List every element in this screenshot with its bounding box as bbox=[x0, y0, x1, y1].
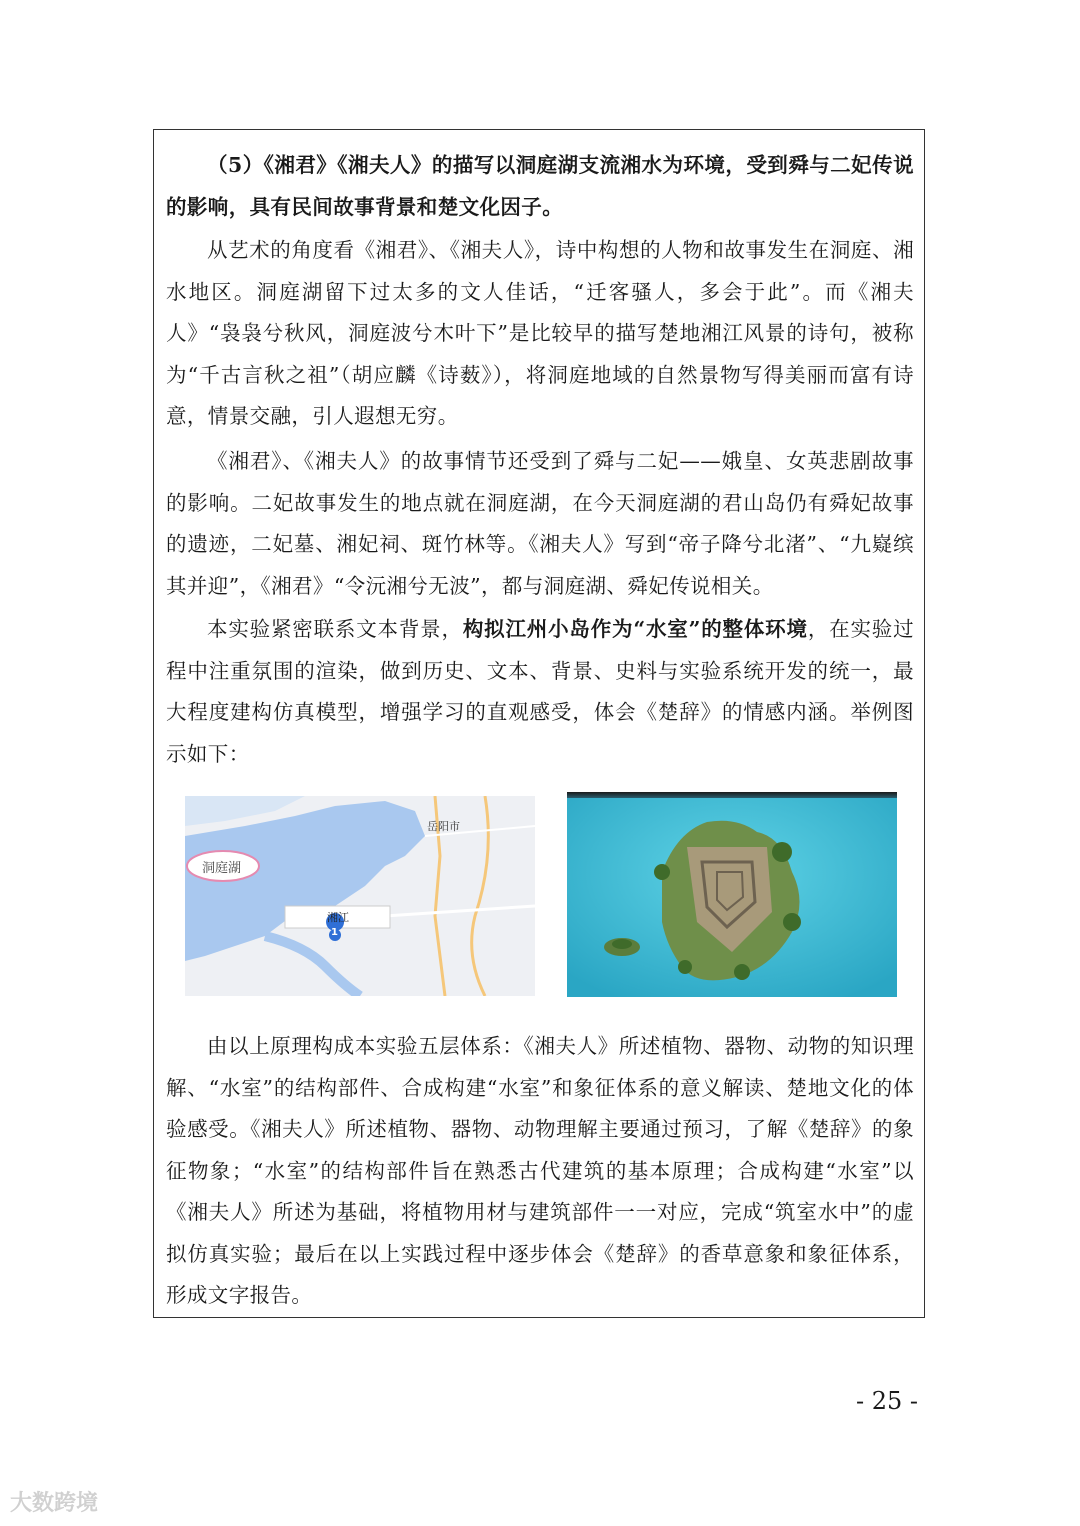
map-figure bbox=[185, 796, 535, 996]
content-frame bbox=[153, 129, 925, 1318]
paragraph-experiment bbox=[166, 609, 914, 775]
map-city-label: 岳阳市 bbox=[427, 820, 460, 833]
paragraph-system: 由以上原理构成本实验五层体系：《湘夫人》所述植物、器物、动物的知识理解、“水室”的结构部件、合成构建“水室”和象征体系的意义解读、楚地文化的体验感受。《湘夫人》所述植物、器物、动物理解主要通过预习，了解《楚辞》的象征物象；“水室”的结构部件旨在熟悉古代建筑的基本原理；合成构建“水室”以《湘夫人》所述为基础，将植物用材与建筑部件一一对应，完成“筑室水中”的虚拟仿真实验；最后在以上实践过程中逐步体会《楚辞》的香草意象和象征体系，形成文字报告。 bbox=[166, 1034, 914, 1307]
page-number: - 25 - bbox=[856, 1387, 919, 1415]
paragraph-experiment-lead: 本实验紧密联系文本背景， bbox=[207, 617, 463, 641]
paragraph-experiment-rest: ，在实验过程中注重氛围的渲染，做到历史、文本、背景、史料与实验系统开发的统一，最大程度建构仿真模型，增强学习的直观感受，体会《楚辞》的情感内涵。举例图示如下： bbox=[166, 617, 915, 766]
heading-paragraph: （5）《湘君》《湘夫人》的描写以洞庭湖支流湘水为环境，受到舜与二妃传说的影响，具有民间故事背景和楚文化因子。 bbox=[166, 153, 914, 219]
watermark: 大数跨境 bbox=[10, 1491, 99, 1516]
paragraph-experiment-emphasis: 构拟江州小岛作为“水室”的整体环境 bbox=[462, 617, 808, 641]
island-graphic bbox=[567, 792, 897, 997]
island-render-figure bbox=[567, 792, 897, 997]
map-river-label: 湘江 bbox=[327, 911, 349, 924]
paragraph-legend: 《湘君》、《湘夫人》的故事情节还受到了舜与二妃——娥皇、女英悲剧故事的影响。二妃故事发生的地点就在洞庭湖，在今天洞庭湖的君山岛仍有舜妃故事的遗迹，二妃墓、湘妃祠、斑竹林等。《湘夫人》写到“帝子降兮北渚”、“九嶷缤其并迎”，《湘君》“令沅湘兮无波”，都与洞庭湖、舜妃传说相关。 bbox=[166, 449, 914, 598]
map-lake-label: 洞庭湖 bbox=[202, 861, 242, 876]
map-graphic bbox=[185, 796, 535, 996]
map-marker-number: 1 bbox=[331, 927, 338, 938]
paragraph-art-perspective: 从艺术的角度看《湘君》、《湘夫人》，诗中构想的人物和故事发生在洞庭、湘水地区。洞庭湖留下过太多的文人佳话，“迁客骚人，多会于此”。而《湘夫人》“袅袅兮秋风，洞庭波兮木叶下”是比较早的描写楚地湘江风景的诗句，被称为“千古言秋之祖”（胡应麟《诗薮》），将洞庭地域的自然景物写得美丽而富有诗意，情景交融，引人遐想无穷。 bbox=[166, 238, 914, 428]
